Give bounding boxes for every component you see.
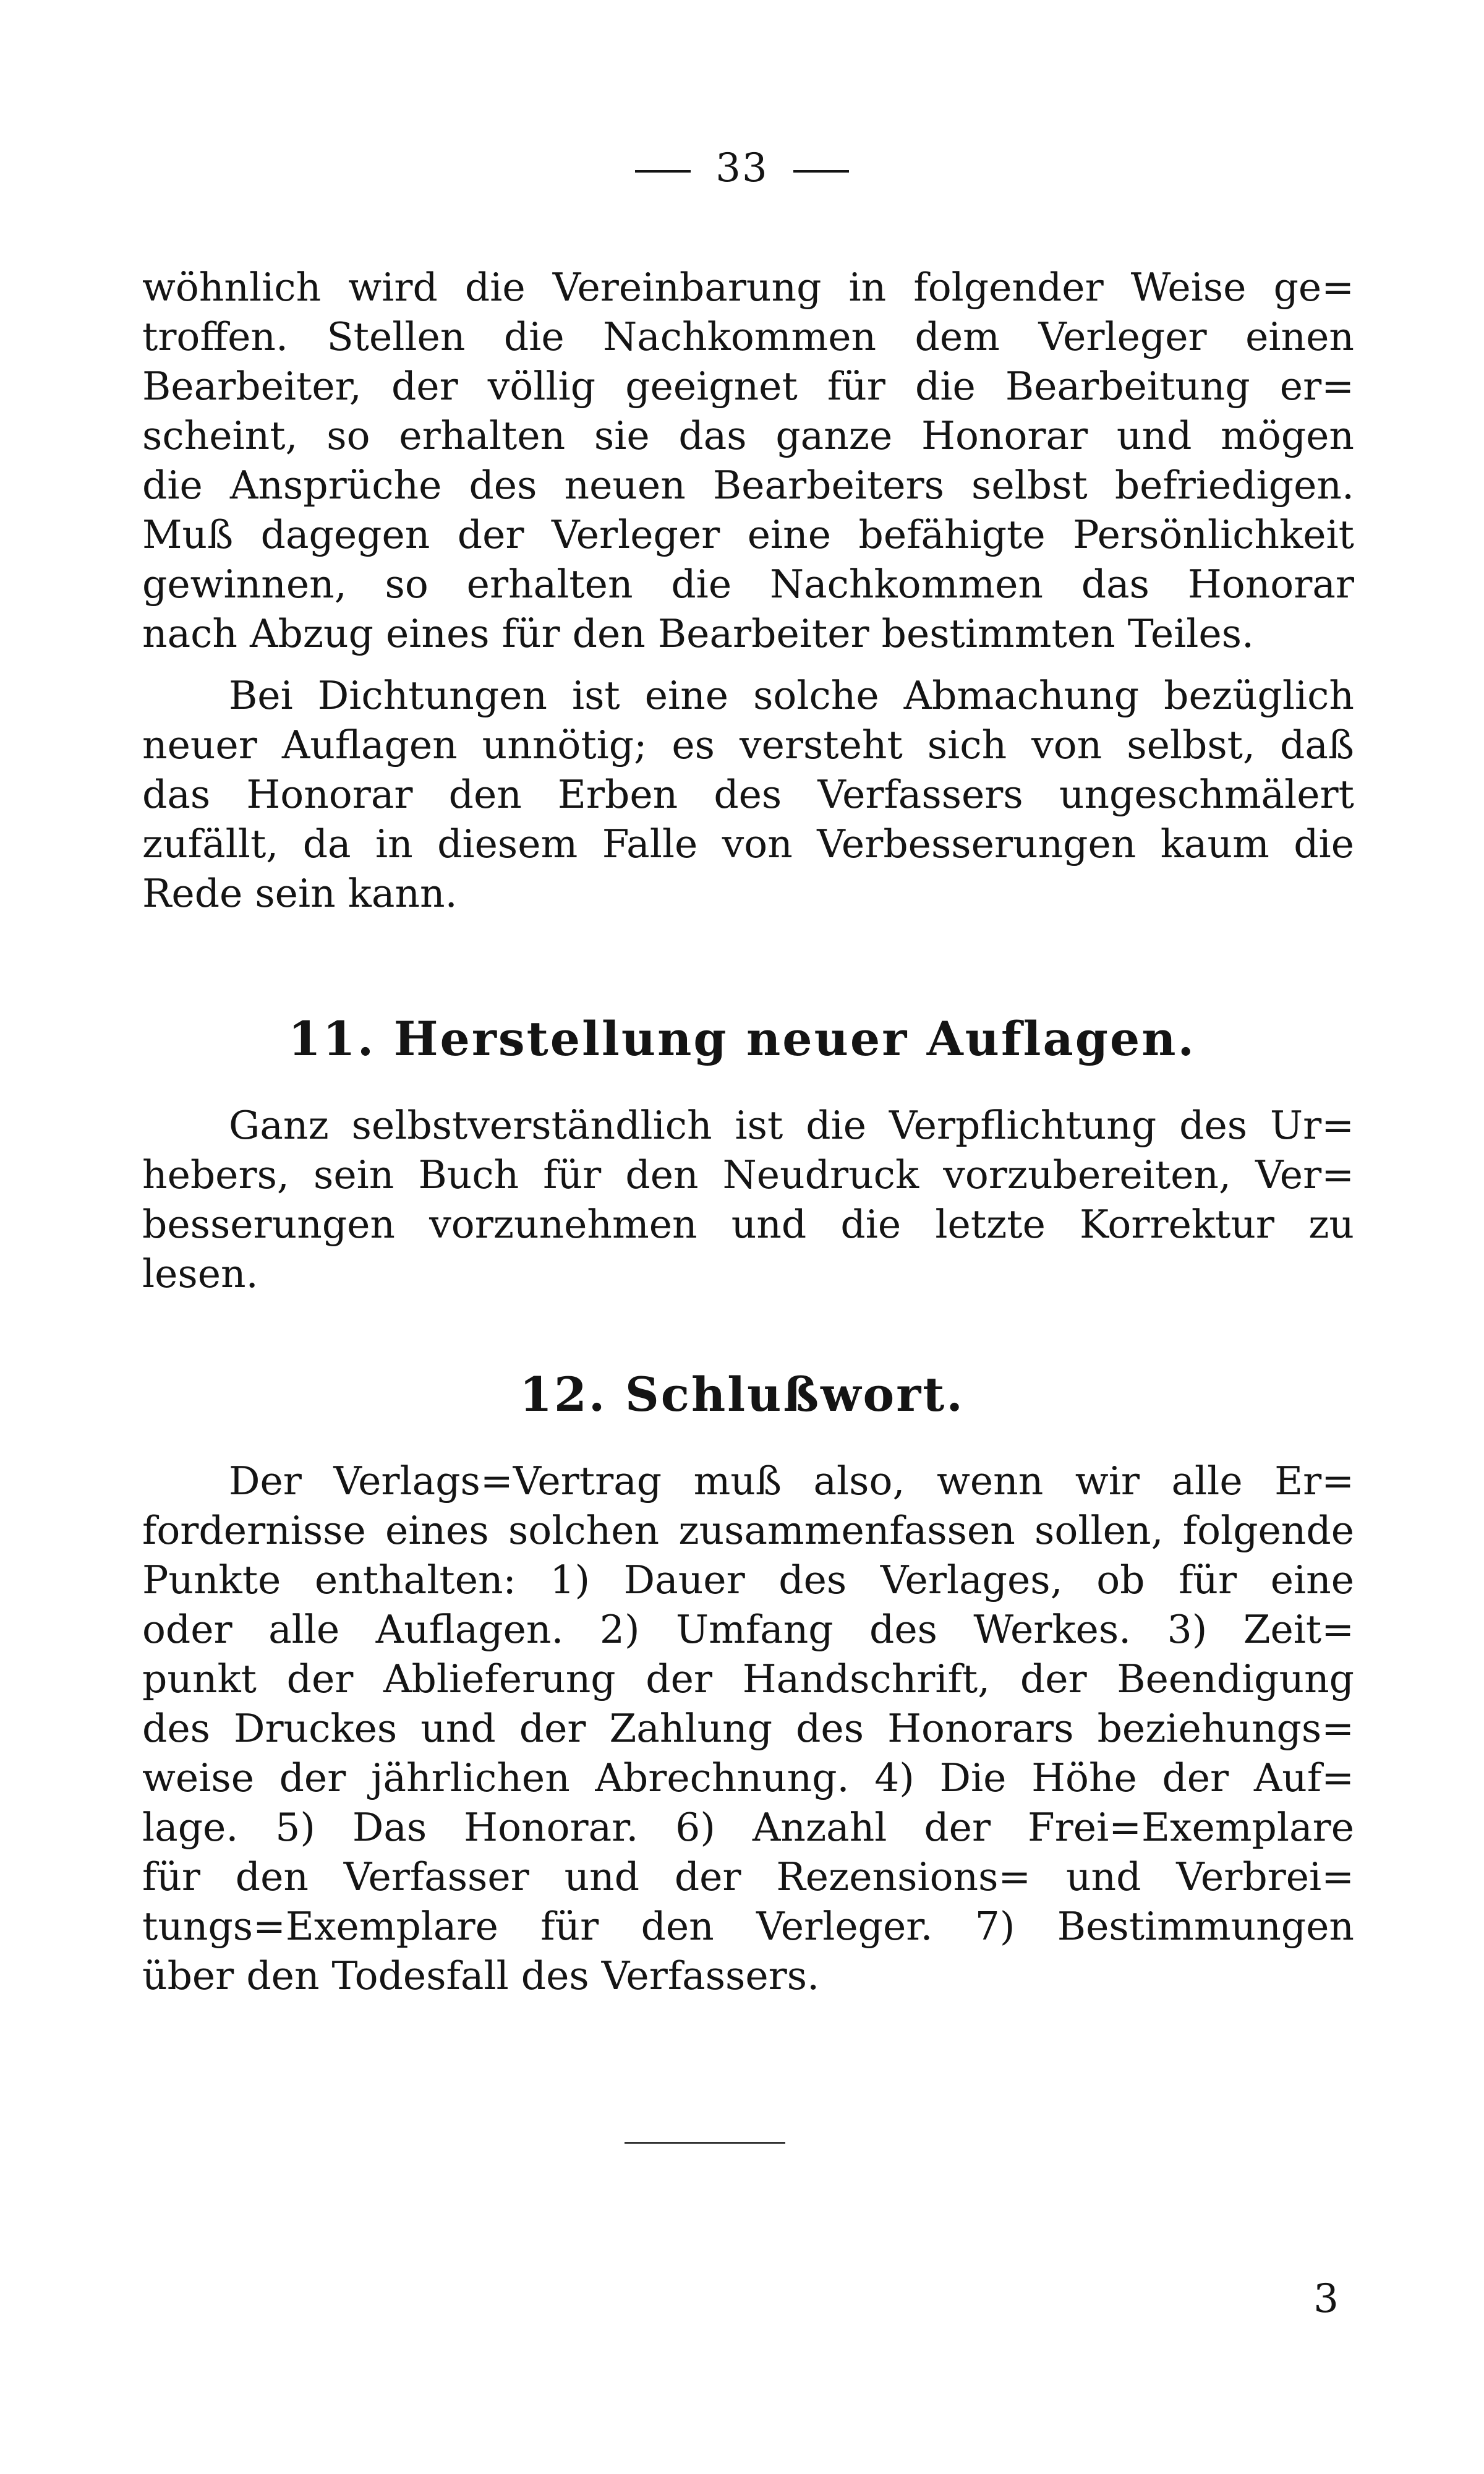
text-line: gewinnen, so erhalten die Nachkommen das Honorar <box>142 562 1354 607</box>
paragraph-poetry <box>142 671 1354 918</box>
text-line: lesen. <box>142 1251 258 1296</box>
text-line: Bei Dichtungen ist eine solche Abmachung bezüglich <box>229 673 1354 718</box>
header-dash-left <box>635 170 691 173</box>
text-line: tungs=Exemplare für den Verleger. 7) Bestimmungen <box>142 1904 1354 1949</box>
text-line: weise der jährlichen Abrechnung. 4) Die Höhe der Auf= <box>142 1755 1354 1800</box>
text-line: Muß dagegen der Verleger eine befähigte Persönlichkeit <box>142 512 1354 557</box>
text-line: wöhnlich wird die Vereinbarung in folgender Weise ge= <box>142 265 1354 310</box>
text-line: nach Abzug eines für den Bearbeiter bestimmten Teiles. <box>142 611 1255 656</box>
text-line: fordernisse eines solchen zusammenfassen sollen, folgende <box>142 1508 1354 1553</box>
paragraph-continuation <box>142 263 1354 659</box>
text-line: oder alle Auflagen. 2) Umfang des Werkes. 3) Zeit= <box>142 1607 1354 1652</box>
text-line: Der Verlags=Vertrag muß also, wenn wir alle Er= <box>229 1458 1354 1504</box>
text-line: punkt der Ablieferung der Handschrift, der Beendigung <box>142 1656 1354 1701</box>
text-line: besserungen vorzunehmen und die letzte Korrektur zu <box>142 1202 1354 1247</box>
signature-mark: 3 <box>1313 2276 1339 2322</box>
text-line: für den Verfasser und der Rezensions= und Verbrei= <box>142 1854 1354 1899</box>
closing-rule <box>625 2142 785 2144</box>
text-line: Bearbeiter, der völlig geeignet für die Bearbeitung er= <box>142 364 1354 409</box>
section-heading-11: 11. Herstellung neuer Auflagen. <box>288 1011 1196 1066</box>
text-line: Punkte enthalten: 1) Dauer des Verlages, ob für eine <box>142 1557 1354 1603</box>
page-header <box>0 145 1484 191</box>
text-line: lage. 5) Das Honorar. 6) Anzahl der Frei=Exemplare <box>142 1805 1354 1850</box>
text-line: über den Todesfall des Verfassers. <box>142 1953 820 1998</box>
text-line: troffen. Stellen die Nachkommen dem Verleger einen <box>142 314 1354 359</box>
text-line: hebers, sein Buch für den Neudruck vorzubereiten, Ver= <box>142 1152 1354 1197</box>
text-line: die Ansprüche des neuen Bearbeiters selbst befriedigen. <box>142 463 1354 508</box>
paragraph-section-12 <box>142 1457 1354 2001</box>
text-line: Ganz selbstverständlich ist die Verpflichtung des Ur= <box>229 1103 1354 1148</box>
text-line: scheint, so erhalten sie das ganze Honorar und mögen <box>142 413 1354 458</box>
text-line: Rede sein kann. <box>142 871 458 916</box>
header-dash-right <box>793 170 849 173</box>
text-line: neuer Auflagen unnötig; es versteht sich von selbst, daß <box>142 722 1354 768</box>
text-line: des Druckes und der Zahlung des Honorars beziehungs= <box>142 1706 1354 1751</box>
text-line: das Honorar den Erben des Verfassers ungeschmälert <box>142 772 1354 817</box>
text-line: zufällt, da in diesem Falle von Verbesserungen kaum die <box>142 821 1354 867</box>
page-number: 33 <box>715 145 769 191</box>
section-heading-12: 12. Schlußwort. <box>519 1367 965 1422</box>
paragraph-section-11 <box>142 1101 1354 1299</box>
